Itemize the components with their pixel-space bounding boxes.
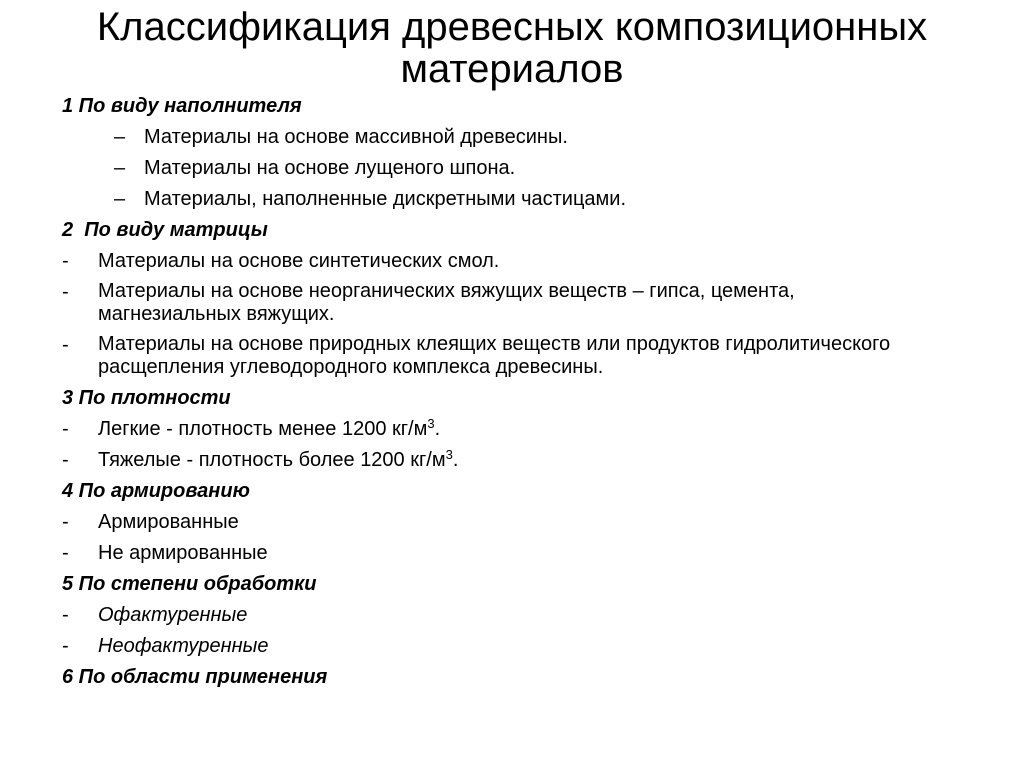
list-marker: –: [114, 188, 126, 210]
list-item-text: Материалы на основе массивной древесины.: [144, 126, 568, 148]
slide-title-line-2: материалов: [400, 47, 624, 91]
section-heading-matrix: 2 По виду матрицы: [62, 219, 268, 241]
list-marker: -: [62, 604, 69, 626]
list-item-text: Материалы на основе синтетических смол.: [98, 250, 500, 272]
section-heading-application: 6 По области применения: [62, 666, 328, 688]
list-marker: -: [62, 281, 69, 303]
list-item: [62, 333, 962, 379]
list-item: [62, 125, 962, 149]
list-marker: -: [62, 542, 69, 564]
list-item-text: Материалы, наполненные дискретными частицами.: [144, 188, 627, 210]
list-marker: -: [62, 635, 69, 657]
list-item-text: Не армированные: [98, 542, 268, 564]
classification-list: [62, 94, 962, 696]
unit-exponent: 3: [427, 416, 435, 431]
list-item: [62, 417, 962, 441]
list-marker: –: [114, 126, 126, 148]
section-heading-reinforcement: 4 По армированию: [62, 480, 250, 502]
slide-title-line-1: Классификация древесных композиционных: [96, 5, 928, 49]
section-heading-processing: 5 По степени обработки: [62, 573, 317, 595]
section-heading-filler: 1 По виду наполнителя: [62, 95, 302, 117]
list-item-text: Материалы на основе лущеного шпона.: [144, 157, 516, 179]
list-item-text: [62, 448, 962, 472]
slide-title: [40, 6, 984, 90]
period: .: [452, 449, 459, 471]
list-item: [62, 280, 962, 326]
list-item: [62, 448, 962, 472]
list-marker: -: [62, 418, 69, 440]
unit-exponent: 3: [445, 447, 453, 462]
density-heavy-text: Тяжелые - плотность более 1200 кг/м: [98, 449, 446, 471]
section-heading-density: 3 По плотности: [62, 387, 231, 409]
list-marker: -: [62, 511, 69, 533]
list-item: [62, 603, 962, 627]
list-marker: –: [114, 157, 126, 179]
list-marker: -: [62, 334, 69, 356]
list-item-text: [62, 417, 962, 441]
list-item-text: Материалы на основе природных клеящих веществ или продуктов гидролитического расщепления углеводородного комплекса древесины.: [98, 333, 891, 378]
list-item: [62, 187, 962, 211]
list-item: [62, 541, 962, 565]
list-item-text: Офактуренные: [98, 604, 248, 626]
list-item-text: Материалы на основе неорганических вяжущих веществ – гипса, цемента, магнезиальных вяжущих.: [98, 280, 795, 325]
list-item: [62, 634, 962, 658]
density-light-text: Легкие - плотность менее 1200 кг/м: [98, 418, 428, 440]
list-item: [62, 510, 962, 534]
list-item: [62, 156, 962, 180]
list-item-text: Армированные: [98, 511, 239, 533]
list-marker: -: [62, 449, 69, 471]
list-item-text: Неофактуренные: [98, 635, 269, 657]
list-item: [62, 249, 962, 273]
list-marker: -: [62, 250, 69, 272]
period: .: [434, 418, 441, 440]
